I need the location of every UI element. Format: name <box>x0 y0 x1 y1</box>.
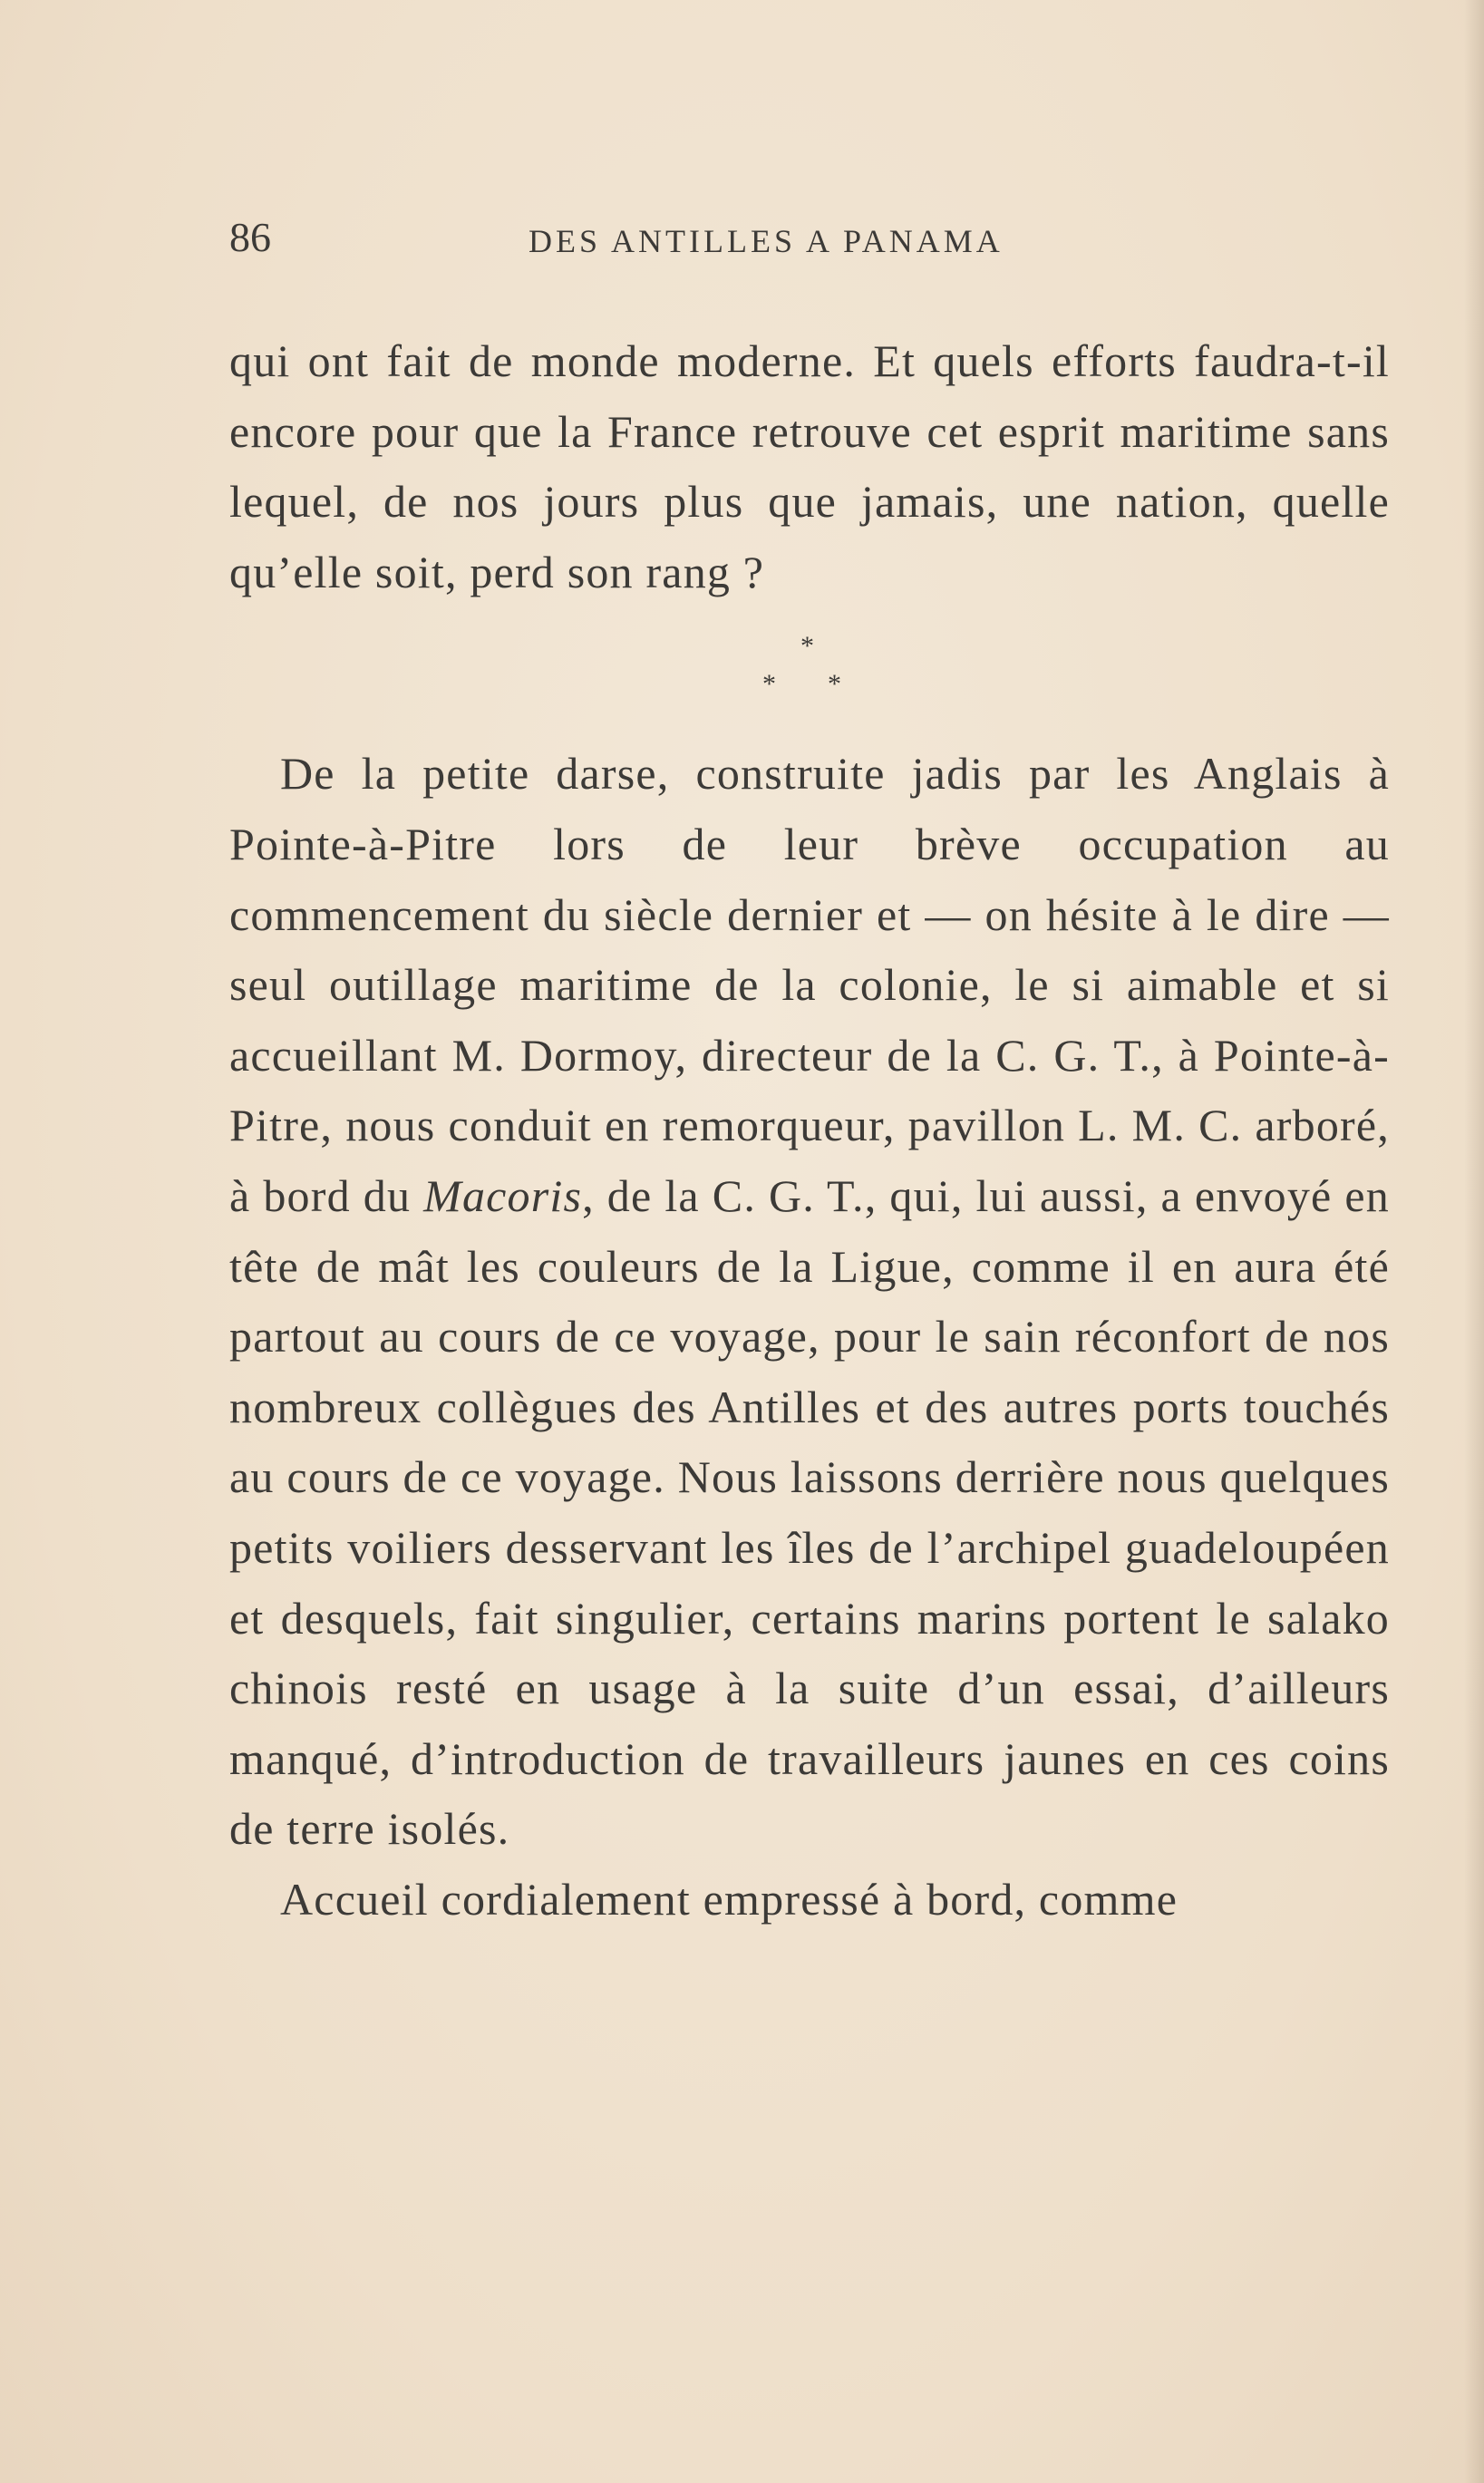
page-number: 86 <box>229 214 271 260</box>
paragraph-2-text-a: De la petite darse, construite jadis par les Anglais à Pointe-à-Pitre lors de leur brève occupation au commencement du siècle dernier et — on hésite à le dire — seul outillage maritime de la colonie, le si aimable et si accueillant M. Dormoy, directeur de la C. G. T., à Pointe-à-Pitre, nous conduit en remorqueur, pavillon L. M. C. arboré, à bord du <box>229 748 1390 1221</box>
asterism-star: * <box>800 631 816 662</box>
asterism-separator <box>229 607 1390 739</box>
asterism-star: * <box>828 669 843 700</box>
ship-name: Macoris <box>423 1169 583 1221</box>
asterism-star: * <box>762 669 778 700</box>
page-header <box>229 210 1390 265</box>
paragraph-3: Accueil cordialement empressé à bord, comme <box>280 1873 1178 1925</box>
paragraph-2 <box>229 739 1390 1865</box>
paragraph-2-text-b: , de la C. G. T., qui, lui aussi, a envoyé en tête de mât les couleurs de la Ligue, comme il en aura été partout au cours de ce voyage, pour le sain réconfort de nos nombreux collègues des Antilles et des autres ports touchés au cours de ce voyage. Nous laissons derrière nous quelques petits voiliers desservant les îles de l’archipel guadeloupéen et desquels, fait singulier, certains marins portent le salako chinois resté en usage à la suite d’un essai, d’ailleurs manqué, d’introduction de travailleurs jaunes en ces coins de terre isolés. <box>229 1169 1390 1855</box>
body-text <box>229 326 1390 1935</box>
running-head: DES ANTILLES A PANAMA <box>529 223 1004 259</box>
paragraph-1: qui ont fait de monde moderne. Et quels efforts faudra-t-il encore pour que la France retrouve cet esprit maritime sans lequel, de nos jours plus que jamais, une nation, quelle qu’elle soit, perd son rang ? <box>229 335 1390 597</box>
page-edge-shadow <box>1464 0 1484 2483</box>
